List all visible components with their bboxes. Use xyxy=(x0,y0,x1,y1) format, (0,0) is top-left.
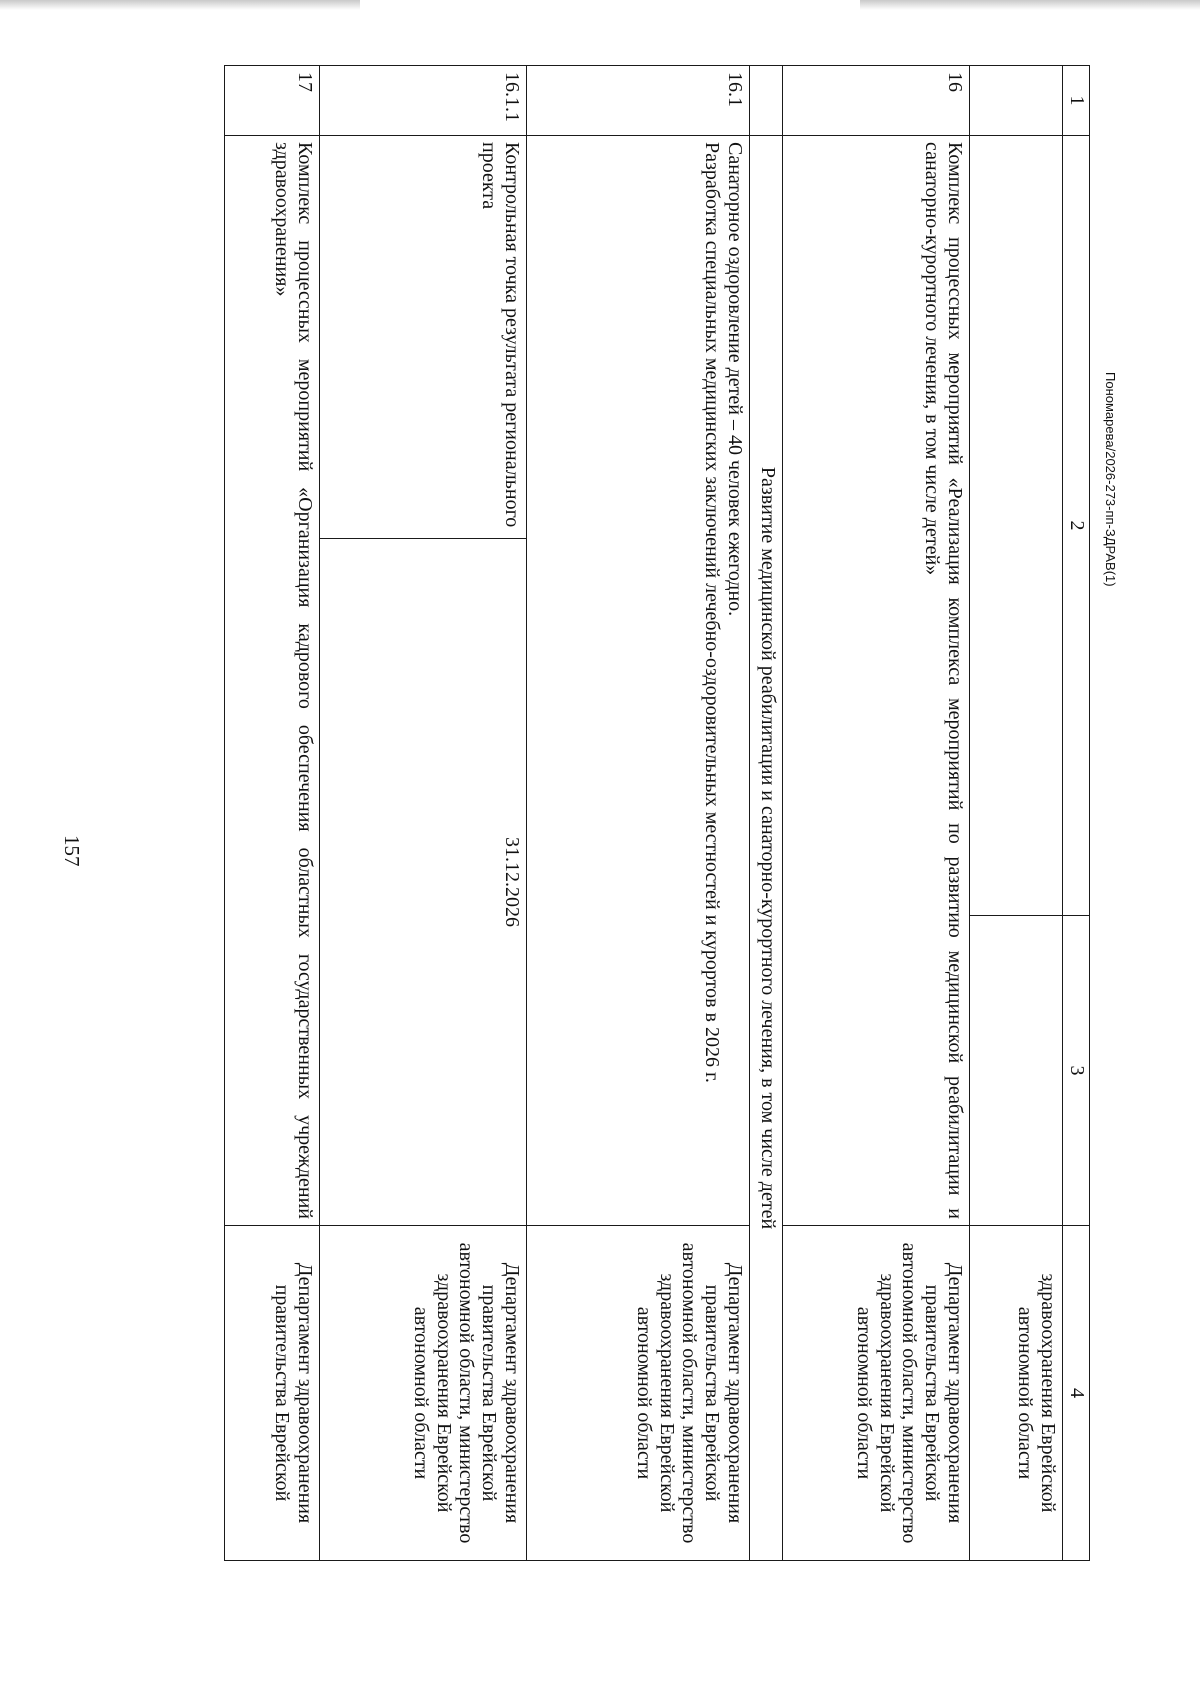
row-text-line: Разработка специальных медицинских заключений лечебно-оздоровительных местностей и курортов в 2026 г. xyxy=(701,142,724,1083)
header-cell-1: 1 xyxy=(1063,66,1090,136)
row-responsible-cell: Департамент здравоохранения правительства Еврейской автономной области, министерство здравоохранения Еврейской автономной области xyxy=(783,1226,970,1561)
table-row-continued xyxy=(970,66,1063,1561)
header-cell-3: 3 xyxy=(1063,916,1090,1226)
table-header-row xyxy=(1063,66,1090,1561)
row-responsible-cell: Департамент здравоохранения правительства Еврейской автономной области, министерство здравоохранения Еврейской автономной области xyxy=(320,1226,527,1561)
document-footer-code: Пономарева/2026-273-пп-ЗДРАВ(1) xyxy=(1103,372,1118,587)
row-text-cell: Комплекс процессных мероприятий «Реализация комплекса мероприятий по развитию медицинской реабилитации и санаторно-курортного лечения, в том числе детей» xyxy=(783,136,970,1226)
table-row-17 xyxy=(225,66,320,1561)
row-text-line: Санаторное оздоровление детей – 40 человек ежегодно. xyxy=(724,142,746,617)
row-date-cell xyxy=(970,916,1063,1226)
scan-edge-right xyxy=(860,0,1200,10)
row-number-cell: 16.1.1 xyxy=(320,66,527,136)
header-cell-2: 2 xyxy=(1063,136,1090,916)
plan-table xyxy=(224,65,1090,1561)
table-row-16-1 xyxy=(527,66,750,1561)
page-number: 157 xyxy=(60,835,84,867)
row-responsible-cell: здравоохранения Еврейской автономной области xyxy=(970,1226,1063,1561)
row-text-cell: Контрольная точка результата регионального проекта xyxy=(320,136,526,539)
table-row-16-1-1 xyxy=(320,66,527,1561)
section-heading-row xyxy=(750,66,783,1561)
row-number-cell: 16.1 xyxy=(527,66,750,136)
row-responsible-cell: Департамент здравоохранения правительства Еврейской автономной области, министерство здравоохранения Еврейской автономной области xyxy=(527,1226,750,1561)
table-row-16 xyxy=(783,66,970,1561)
header-cell-4: 4 xyxy=(1063,1226,1090,1561)
row-text-cell: Комплекс процессных мероприятий «Организация кадрового обеспечения областных государственных учреждений здравоохранения» xyxy=(225,136,320,1226)
row-responsible-cell: Департамент здравоохранения правительства Еврейской xyxy=(225,1226,320,1561)
row-split-cell xyxy=(320,136,527,1226)
row-number-cell xyxy=(750,66,783,136)
row-number-cell: 17 xyxy=(225,66,320,136)
row-date-cell: 31.12.2026 xyxy=(501,837,523,927)
scan-edge-left xyxy=(0,0,360,10)
row-number-cell: 16 xyxy=(783,66,970,136)
row-number-cell xyxy=(970,66,1063,136)
rotated-table-container xyxy=(181,65,1090,1560)
row-text-cell xyxy=(970,136,1063,916)
row-text-cell xyxy=(527,136,750,1226)
section-heading: Развитие медицинской реабилитации и санаторно-курортного лечения, в том числе детей xyxy=(750,136,783,1561)
